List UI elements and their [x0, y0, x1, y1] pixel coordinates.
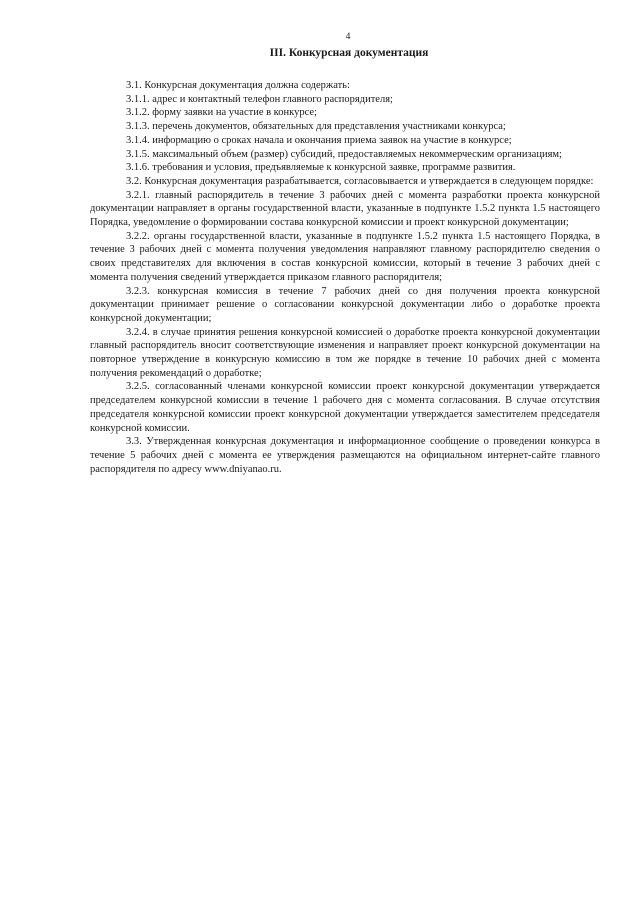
paragraph-3-1-6: 3.1.6. требования и условия, предъявляемые к конкурсной заявке, программе развития. — [126, 162, 516, 174]
paragraph-3-2-5: 3.2.5. согласованный членами конкурсной комиссии проект конкурсной документации утверждается председателем конкурсной комиссии в течение 1 рабочего дня с момента согласования. В случае отсутствия председателя конкурсной комиссии проект конкурсной документации утверждается заместителем председателя конкурсной комиссии. — [90, 381, 600, 434]
paragraph-3-1-3: 3.1.3. перечень документов, обязательных для представления участниками конкурса; — [126, 121, 506, 133]
paragraph-3-2: 3.2. Конкурсная документация разрабатывается, согласовывается и утверждается в следующем порядке: — [126, 175, 594, 187]
paragraph-3-2-4: 3.2.4. в случае принятия решения конкурсной комиссией о доработке проекта конкурсной документации главный распорядитель вносит соответствующие изменения и направляет проект конкурсной документации на повторное утверждение в конкурсную комиссию в том же порядке в течение 10 рабочих дней с момента получения рекомендаций о доработке; — [90, 326, 600, 379]
paragraph-3-1-4: 3.1.4. информацию о сроках начала и окончания приема заявок на участие в конкурсе; — [126, 134, 512, 146]
paragraph-3-1-5: 3.1.5. максимальный объем (размер) субсидий, предоставляемых некоммерческим организациям; — [126, 148, 562, 160]
paragraph-3-2-3: 3.2.3. конкурсная комиссия в течение 7 рабочих дней со дня получения проекта конкурсной документации принимает решение о согласовании конкурсной документации либо о доработке проекта конкурсной документации; — [90, 285, 600, 324]
document-body — [90, 79, 600, 476]
section-heading: III. Конкурсная документация — [269, 47, 429, 59]
paragraph-3-1-2: 3.1.2. форму заявки на участие в конкурсе; — [126, 107, 317, 119]
paragraph-3-1: 3.1. Конкурсная документация должна содержать: — [126, 80, 350, 91]
paragraph-3-2-2: 3.2.2. органы государственной власти, указанные в подпункте 1.5.2 пункта 1.5 настоящего Порядка, в течение 3 рабочих дней с момента получения уведомления направляют главному распорядителю сведения о своих представителях для включения в состав конкурсной комиссии, который в течение 3 рабочих дней с момента получения сведений утверждается приказом главного распорядителя; — [90, 230, 600, 283]
paragraph-3-1-1: 3.1.1. адрес и контактный телефон главного распорядителя; — [126, 93, 393, 105]
paragraph-3-3: 3.3. Утвержденная конкурсная документация и информационное сообщение о проведении конкурса в течение 5 рабочих дней с момента ее утверждения размещаются на официальном интернет-сайте главного распорядителя по адресу www.dniyanao.ru. — [90, 436, 600, 475]
page-number: 4 — [345, 32, 351, 42]
paragraph-3-2-1: 3.2.1. главный распорядитель в течение 3 рабочих дней с момента разработки проекта конкурсной документации направляет в органы государственной власти, указанные в подпункте 1.5.2 пункта 1.5 настоящего Порядка, уведомление о формировании состава конкурсной комиссии и проект конкурсной документации; — [90, 189, 600, 229]
